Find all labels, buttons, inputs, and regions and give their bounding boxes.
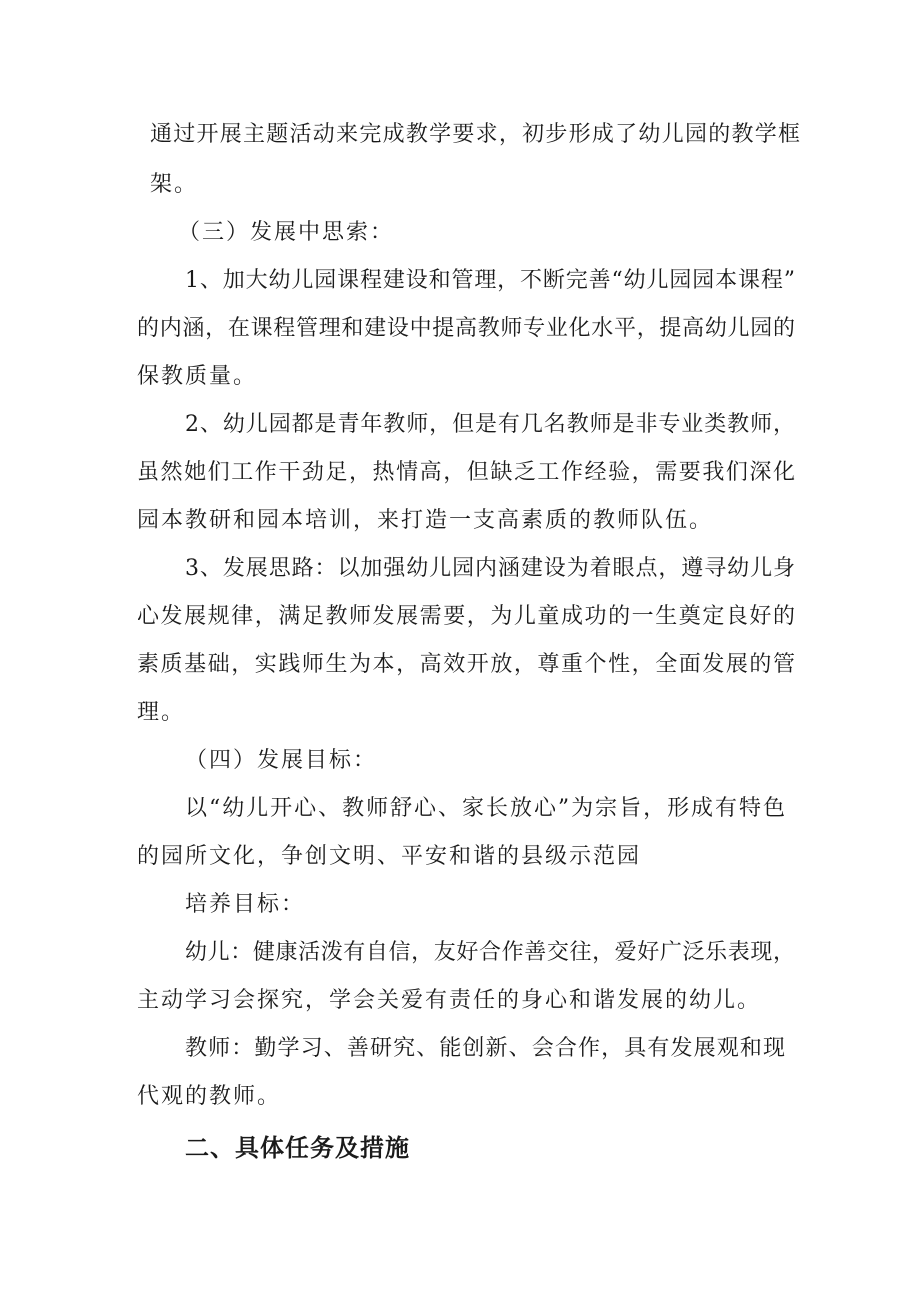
subsection-heading: （四）发展目标：: [185, 748, 378, 773]
paragraph-line: 的内涵，在课程管理和建设中提高教师专业化水平，提高幼儿园的: [137, 316, 795, 341]
paragraph-line: 理。: [137, 700, 186, 725]
paragraph-line: 培养目标：: [185, 892, 306, 917]
section-heading: 二、具体任务及措施: [185, 1134, 410, 1162]
paragraph-line: 通过开展主题活动来完成教学要求，初步形成了幼儿园的教学框: [150, 122, 800, 147]
paragraph-line: 虽然她们工作干劲足，热情高，但缺乏工作经验，需要我们深化: [137, 460, 795, 485]
paragraph-line: 幼儿：健康活泼有自信，友好合作善交往，爱好广泛乐表现，: [185, 940, 795, 965]
paragraph-line: 教师：勤学习、善研究、能创新、会合作，具有发展观和现: [185, 1036, 785, 1061]
paragraph-line: 保教质量。: [137, 364, 258, 389]
paragraph-line: 架。: [150, 172, 199, 197]
subsection-heading: （三）发展中思索：: [178, 220, 395, 245]
paragraph-line: 心发展规律，满足教师发展需要，为儿童成功的一生奠定良好的: [137, 604, 795, 629]
paragraph-line: 主动学习会探究，学会关爱有责任的身心和谐发展的幼儿。: [137, 988, 762, 1013]
paragraph-line: 1、加大幼儿园课程建设和管理，不断完善“幼儿园园本课程”: [185, 268, 795, 293]
paragraph-line: 的园所文化，争创文明、平安和谐的县级示范园: [137, 844, 642, 869]
paragraph-line: 3、发展思路：以加强幼儿园内涵建设为着眼点，遵寻幼儿身: [185, 556, 795, 581]
paragraph-line: 园本教研和园本培训，来打造一支高素质的教师队伍。: [137, 508, 714, 533]
paragraph-line: 素质基础，实践师生为本，高效开放，尊重个性，全面发展的管: [137, 652, 795, 677]
paragraph-line: 代观的教师。: [137, 1084, 282, 1109]
paragraph-line: 以“幼儿开心、教师舒心、家长放心”为宗旨，形成有特色: [185, 796, 785, 821]
paragraph-line: 2、幼儿园都是青年教师，但是有几名教师是非专业类教师，: [185, 412, 795, 437]
